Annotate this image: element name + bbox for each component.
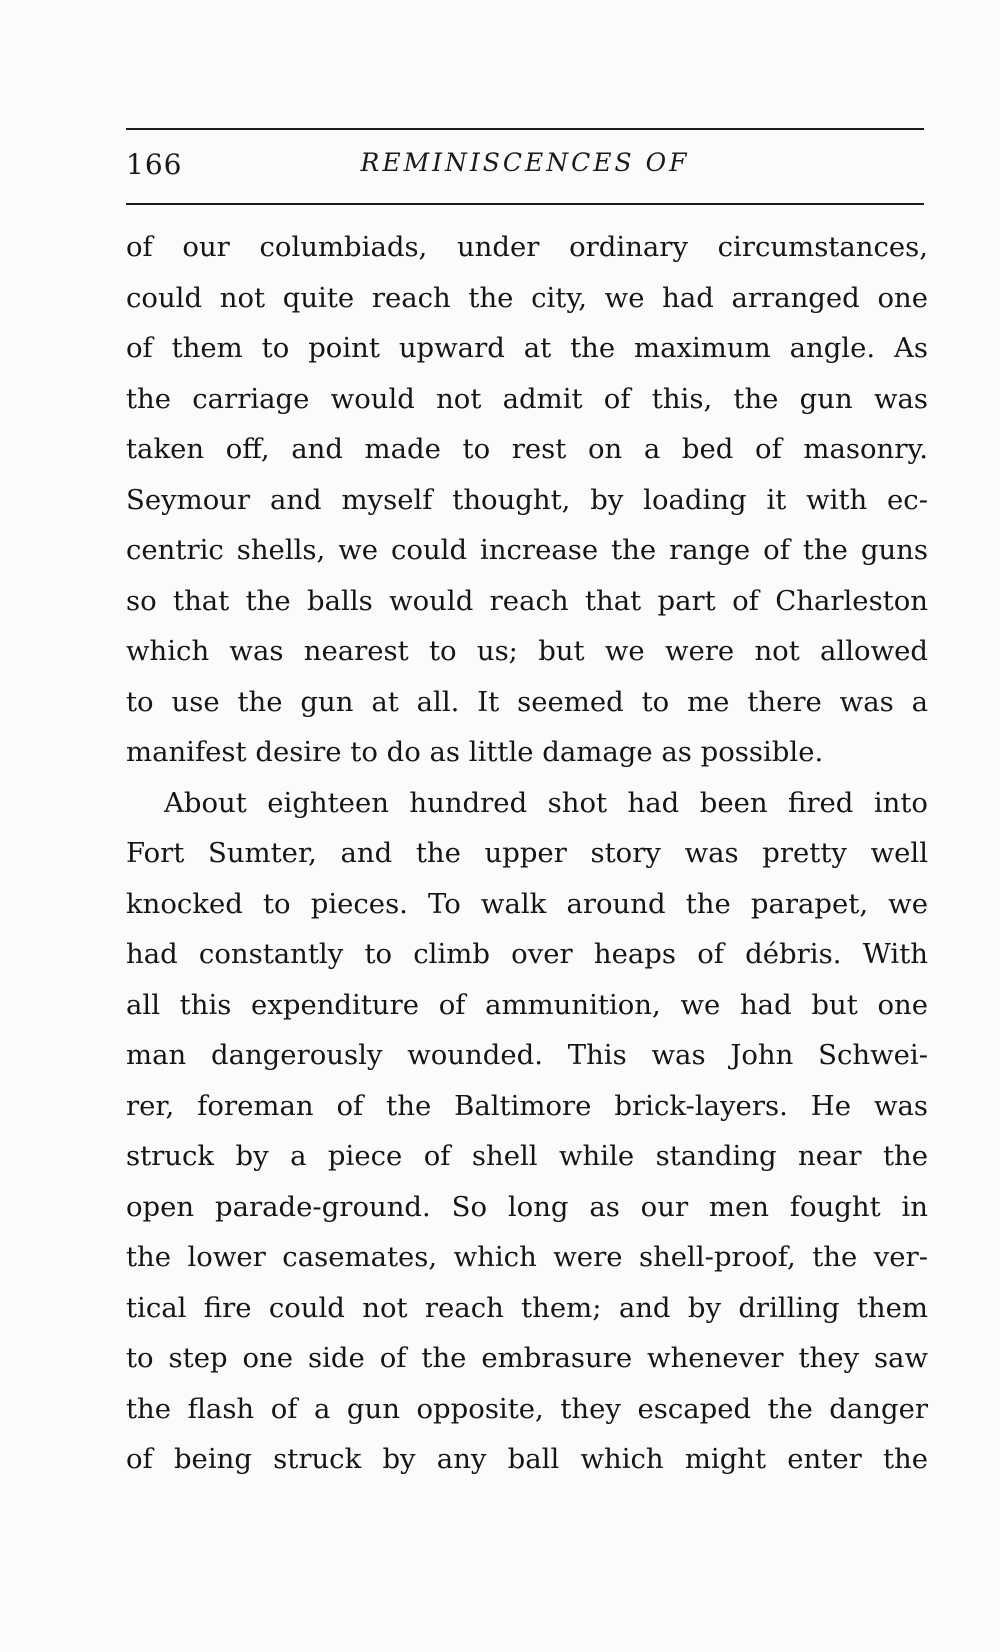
text-line: to use the gun at all. It seemed to me there was a [126, 685, 928, 718]
text-line: manifest desire to do as little damage as possible. [126, 736, 824, 768]
text-line: the lower casemates, which were shell-proof, the ver- [126, 1241, 928, 1273]
text-line: all this expenditure of ammunition, we had but one [126, 988, 928, 1021]
text-line: rer, foreman of the Baltimore brick-layers. He was [126, 1089, 928, 1122]
text-line: the carriage would not admit of this, the gun was [126, 382, 928, 415]
text-line: had constantly to climb over heaps of débris. With [126, 938, 928, 970]
text-line: centric shells, we could increase the range of the guns [126, 534, 928, 566]
running-title: REMINISCENCES OF [360, 148, 690, 177]
text-line: of them to point upward at the maximum angle. As [126, 332, 928, 364]
text-line: so that the balls would reach that part of Charleston [126, 584, 928, 617]
text-line: Fort Sumter, and the upper story was pretty well [126, 837, 928, 869]
text-line: the flash of a gun opposite, they escaped the danger [126, 1392, 928, 1425]
page-header [126, 140, 924, 190]
text-line: of our columbiads, under ordinary circumstances, [126, 231, 928, 263]
text-line: tical fire could not reach them; and by drilling them [126, 1291, 928, 1324]
text-line: About eighteen hundred shot had been fired into [164, 786, 928, 819]
text-line: taken off, and made to rest on a bed of masonry. [126, 433, 928, 465]
body-text [126, 222, 928, 1485]
text-line: knocked to pieces. To walk around the parapet, we [126, 887, 928, 920]
paragraph-2 [126, 778, 928, 1485]
text-line: open parade-ground. So long as our men fought in [126, 1190, 928, 1223]
page-number: 166 [126, 148, 183, 181]
text-line: struck by a piece of shell while standing near the [126, 1140, 928, 1172]
paragraph-1 [126, 222, 928, 778]
text-line: man dangerously wounded. This was John Schwei- [126, 1039, 928, 1071]
text-line: of being struck by any ball which might enter the [126, 1443, 928, 1475]
header-rule-bottom [126, 203, 924, 205]
text-line: could not quite reach the city, we had arranged one [126, 281, 928, 314]
text-line: which was nearest to us; but we were not allowed [126, 635, 928, 667]
header-rule-top [126, 128, 924, 130]
text-line: to step one side of the embrasure whenever they saw [126, 1342, 928, 1374]
text-line: Seymour and myself thought, by loading it with ec- [126, 483, 928, 516]
